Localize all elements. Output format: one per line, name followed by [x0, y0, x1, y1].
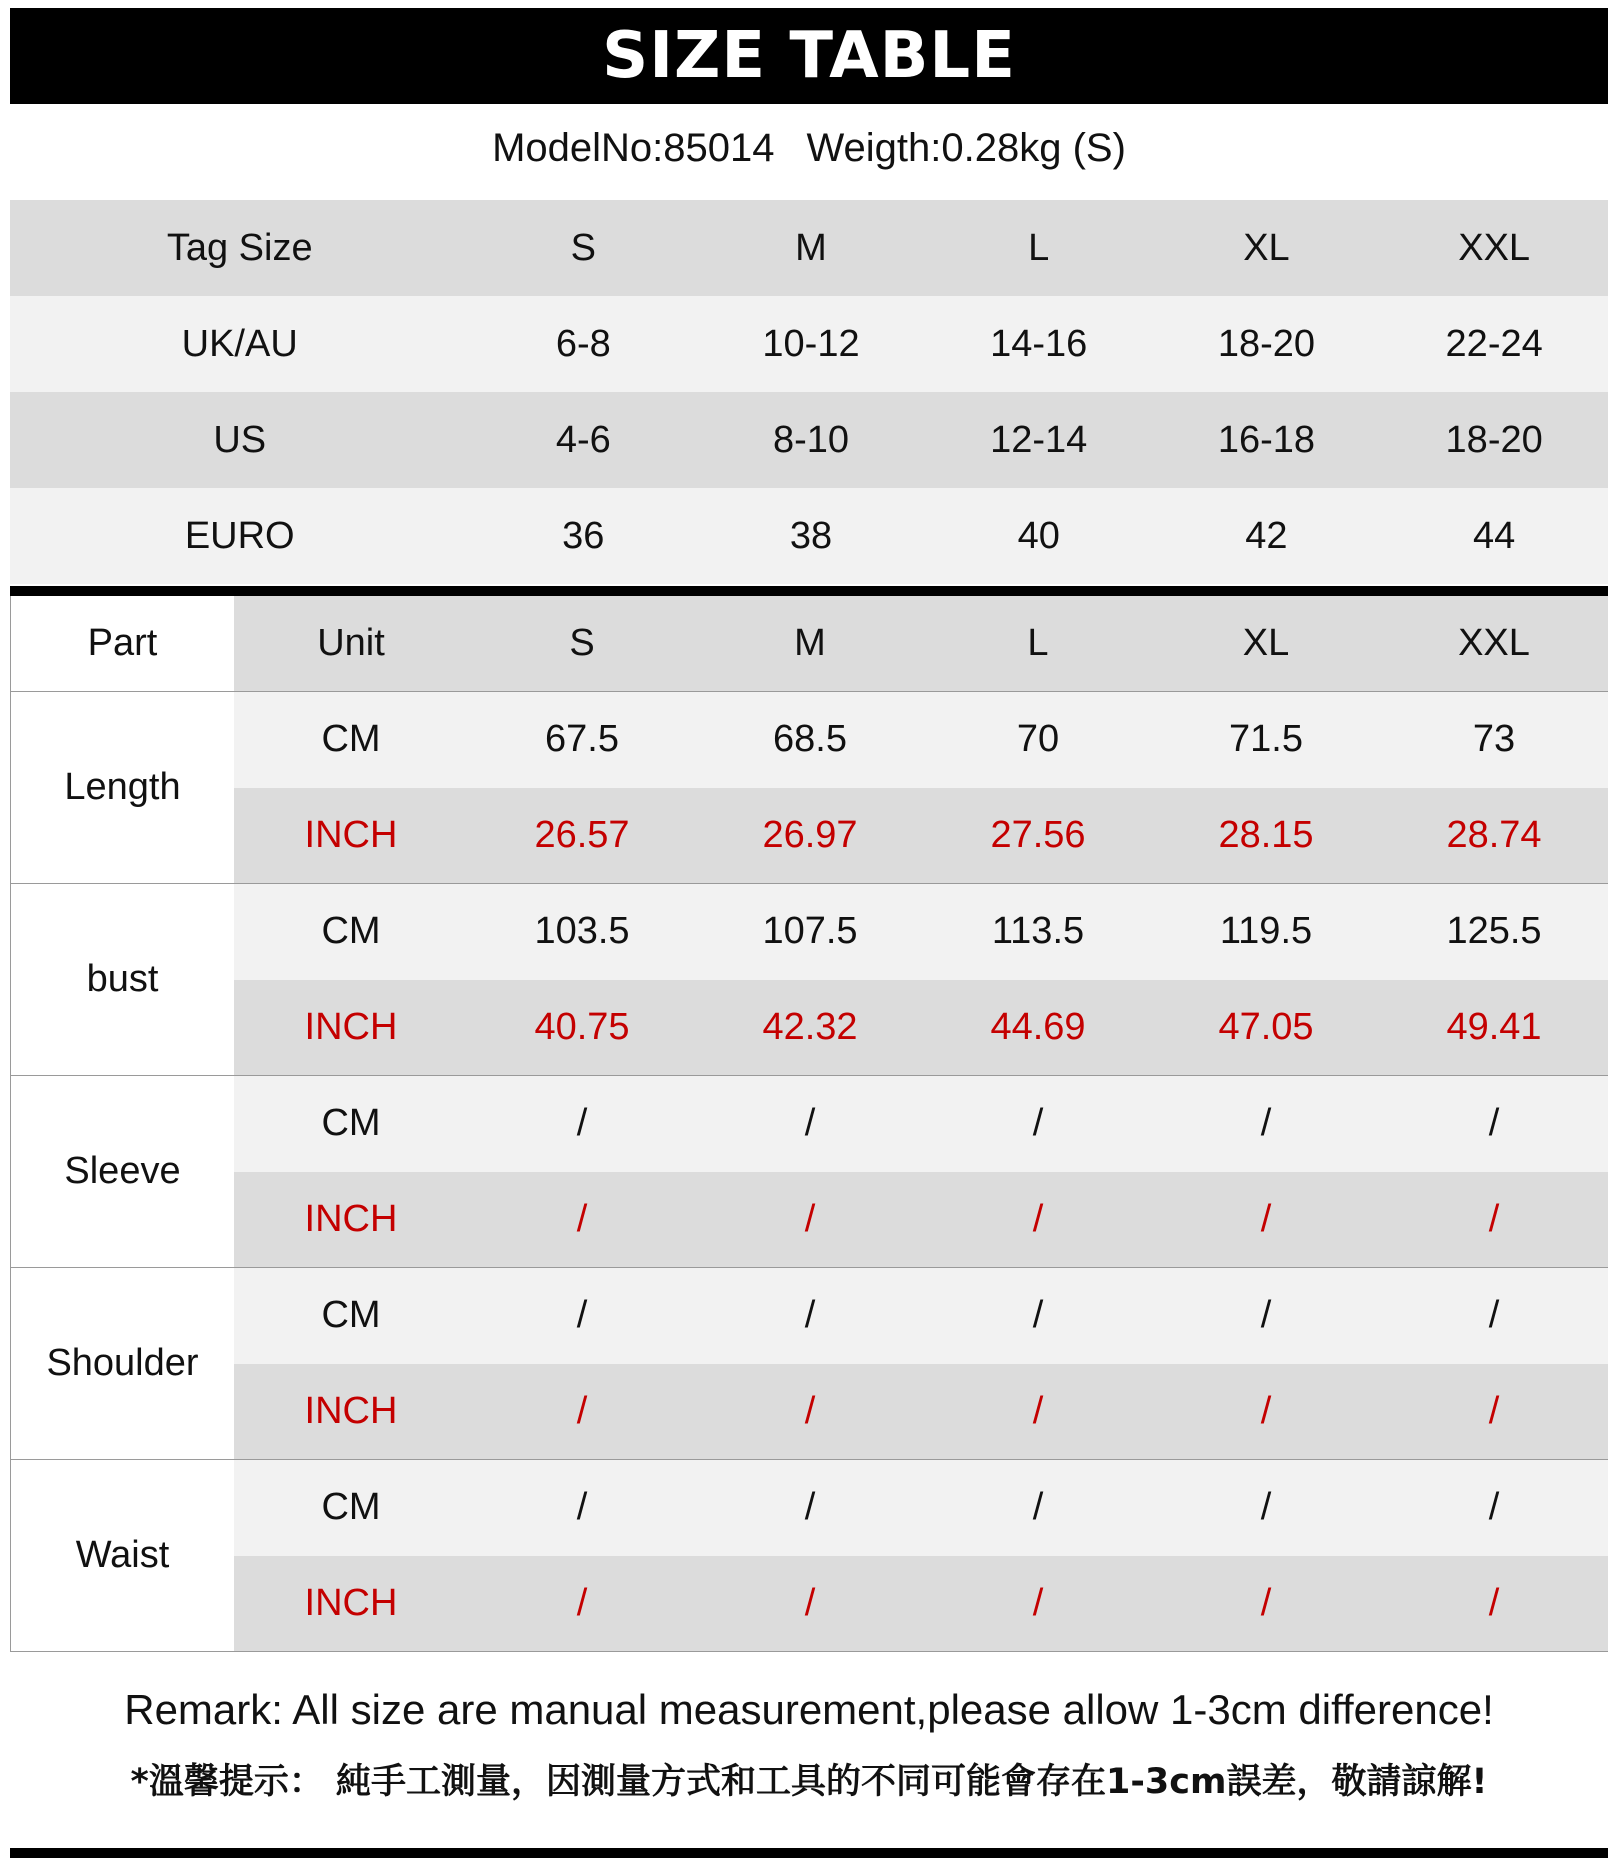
header-cell: XL [1243, 226, 1290, 269]
model-info [10, 112, 1608, 184]
header-cell: S [569, 622, 595, 664]
table-cell: 40 [1017, 514, 1060, 557]
chinese-note: *溫馨提示： 純手工測量，因測量方式和工具的不同可能會存在1-3cm誤差，敬請諒解! [130, 1762, 1488, 1802]
measurement-value: 28.74 [1446, 813, 1542, 856]
conversion-row-euro [10, 488, 1608, 584]
measurement-value: 67.5 [545, 718, 619, 761]
unit-label: INCH [304, 1581, 398, 1624]
measurement-value: 70 [1016, 718, 1060, 761]
measurement-value: 103.5 [534, 910, 630, 953]
row-label: US [213, 418, 267, 461]
model-weight: Weigth:0.28kg (S) [806, 125, 1126, 170]
row-label: UK/AU [181, 322, 298, 365]
unit-label: CM [321, 718, 381, 761]
table-cell: 8-10 [772, 418, 850, 461]
inch-row [234, 788, 1608, 884]
part-label: Length [11, 692, 234, 883]
measurement-value: / [576, 1581, 588, 1624]
measurement-value: / [576, 1102, 588, 1145]
measurement-value: 113.5 [991, 910, 1085, 953]
header-cell: XXL [1458, 622, 1530, 664]
model-number: ModelNo:85014 [492, 125, 775, 170]
table-cell: 12-14 [990, 418, 1088, 461]
size-conversion-table [10, 200, 1608, 584]
header-cell: L [1027, 622, 1049, 664]
measurement-value: / [576, 1294, 588, 1337]
measurement-value: 119.5 [1219, 910, 1313, 953]
header-cell: Tag Size [166, 226, 313, 269]
header-cell: L [1028, 226, 1050, 269]
header-cell-unit: Unit [317, 622, 385, 664]
part-label: bust [11, 884, 234, 1075]
measurement-value: 42.32 [762, 1005, 858, 1048]
measurement-value: / [1032, 1581, 1044, 1624]
cm-row [234, 1268, 1608, 1364]
table-cell: 42 [1245, 514, 1288, 557]
measurement-value: 27.56 [990, 813, 1086, 856]
unit-label: INCH [304, 1005, 398, 1048]
header-cell: XL [1242, 622, 1290, 664]
bottom-divider [10, 1848, 1608, 1858]
table-cell: 22-24 [1445, 322, 1543, 365]
cm-row [234, 692, 1608, 788]
measurement-value: / [1488, 1102, 1500, 1145]
measurement-table [10, 596, 1608, 1652]
measurement-value: 26.97 [762, 813, 858, 856]
cm-row [234, 1460, 1608, 1556]
table-cell: 18-20 [1445, 418, 1543, 461]
conversion-header-row [10, 200, 1608, 296]
measurement-value: / [1488, 1197, 1500, 1240]
measurement-value: 44.69 [990, 1005, 1086, 1048]
table-cell: 10-12 [762, 322, 860, 365]
measurement-value: / [1032, 1102, 1044, 1145]
measurement-value: / [1260, 1102, 1272, 1145]
measurement-group-length [11, 692, 1608, 884]
table-cell: 44 [1473, 514, 1516, 557]
inch-row [234, 980, 1608, 1076]
measurement-value: 47.05 [1218, 1005, 1314, 1048]
unit-label: CM [321, 910, 381, 953]
unit-label: CM [321, 1486, 381, 1529]
measurement-group-bust [11, 884, 1608, 1076]
measurement-value: 28.15 [1218, 813, 1314, 856]
inch-row [234, 1172, 1608, 1268]
unit-label: CM [321, 1294, 381, 1337]
measurement-value: / [1260, 1389, 1272, 1432]
measurement-group-sleeve [11, 1076, 1608, 1268]
measurement-value: / [1260, 1294, 1272, 1337]
header-cell-part: Part [11, 596, 234, 691]
measurement-value: 73 [1472, 718, 1516, 761]
measurement-value: 107.5 [762, 910, 858, 953]
unit-label: INCH [304, 1197, 398, 1240]
table-cell: 38 [789, 514, 833, 557]
measurement-value: / [1488, 1581, 1500, 1624]
measurement-group-shoulder [11, 1268, 1608, 1460]
measurement-value: / [1260, 1197, 1272, 1240]
measurement-value: / [576, 1389, 588, 1432]
measurement-value: / [576, 1197, 588, 1240]
table-cell: 36 [562, 514, 605, 557]
measurement-value: 71.5 [1229, 718, 1303, 761]
header-cell: S [570, 226, 596, 269]
unit-label: INCH [304, 813, 398, 856]
measurement-value: / [804, 1197, 816, 1240]
part-label: Sleeve [11, 1076, 234, 1267]
measurement-value: / [1260, 1486, 1272, 1529]
measurement-value: / [1032, 1486, 1044, 1529]
part-label: Waist [11, 1460, 234, 1651]
header-cell: XXL [1458, 226, 1531, 269]
conversion-row-us [10, 392, 1608, 488]
table-cell: 14-16 [990, 322, 1088, 365]
measurement-value: 68.5 [773, 718, 847, 761]
measurement-value: 49.41 [1446, 1005, 1542, 1048]
inch-row [234, 1364, 1608, 1460]
measurement-value: / [804, 1294, 816, 1337]
measurement-value: 40.75 [534, 1005, 630, 1048]
inch-row [234, 1556, 1608, 1652]
table-cell: 16-18 [1217, 418, 1316, 461]
measurement-value: / [1488, 1486, 1500, 1529]
measurement-value: / [576, 1486, 588, 1529]
cm-row [234, 1076, 1608, 1172]
measurement-value: / [1488, 1294, 1500, 1337]
row-label: EURO [184, 514, 295, 557]
measurement-value: / [1032, 1197, 1044, 1240]
remark-text: Remark: All size are manual measurement,please allow 1-3cm difference! [124, 1686, 1494, 1733]
measurement-value: 26.57 [534, 813, 630, 856]
measurement-header-row [11, 596, 1608, 692]
measurement-value: / [1260, 1581, 1272, 1624]
measurement-value: / [804, 1389, 816, 1432]
unit-label: CM [321, 1102, 381, 1145]
measurement-value: / [804, 1102, 816, 1145]
measurement-value: 125.5 [1446, 910, 1542, 953]
part-label: Shoulder [11, 1268, 234, 1459]
measurement-group-waist [11, 1460, 1608, 1652]
conversion-row-ukau [10, 296, 1608, 392]
cm-row [234, 884, 1608, 980]
page-title: SIZE TABLE [10, 8, 1608, 104]
header-cell: M [795, 226, 827, 269]
measurement-value: / [804, 1486, 816, 1529]
measurement-value: / [804, 1581, 816, 1624]
table-cell: 18-20 [1217, 322, 1316, 365]
measurement-value: / [1488, 1389, 1500, 1432]
table-cell: 6-8 [555, 322, 611, 365]
section-divider [10, 586, 1608, 596]
measurement-value: / [1032, 1294, 1044, 1337]
unit-label: INCH [304, 1389, 398, 1432]
header-cell: M [794, 622, 826, 664]
measurement-value: / [1032, 1389, 1044, 1432]
table-cell: 4-6 [555, 418, 611, 461]
